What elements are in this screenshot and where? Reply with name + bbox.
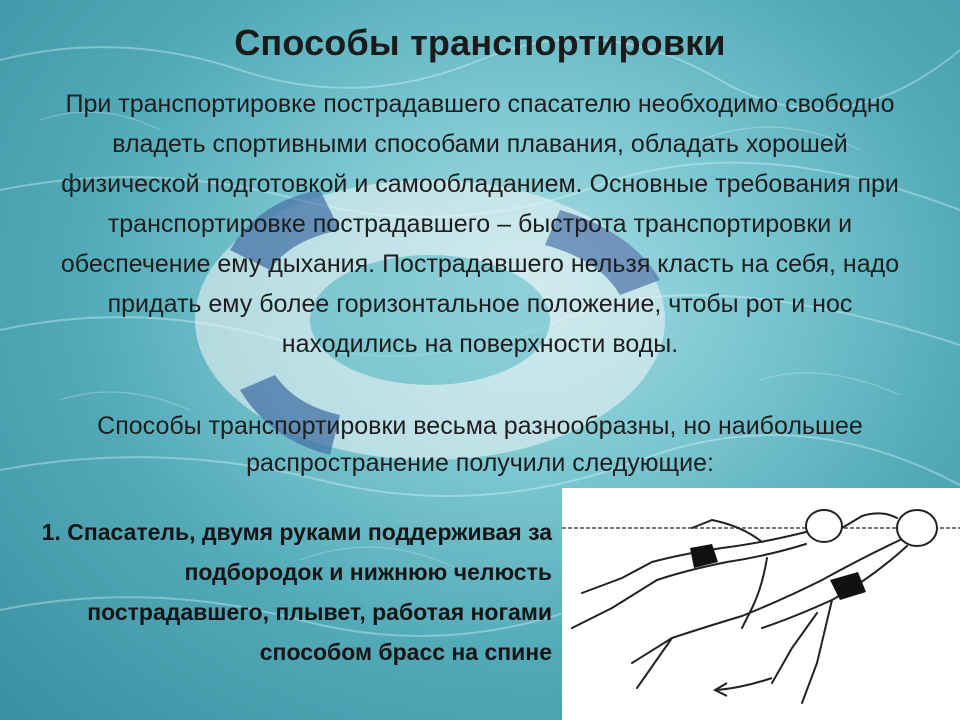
slide-title: Способы транспортировки — [234, 22, 726, 63]
rescue-illustration — [562, 488, 960, 720]
direction-arrow-icon — [715, 678, 772, 696]
intro-paragraph: При транспортировке пострадавшего спасателю необходимо свободно владеть спортивными способами плавания, обладать хорошей физической подготовкой и самообладанием. Основные требования при транспортировке пострадавшего – быстрота транспортировки и обеспечение ему дыхания. Пострадавшего нельзя класть на себя, надо придать ему более горизонтальное положение, чтобы рот и нос находились на поверхности воды. — [60, 90, 900, 358]
methods-paragraph: Способы транспортировки весьма разнообразны, но наибольшее распространение получили следующие: — [97, 412, 863, 477]
method-1-caption: 1. Спасатель, двумя руками поддерживая за подбородок и нижнюю челюсть пострадавшего, плывет, работая ногами способом брасс на спине — [41, 519, 552, 665]
rescuer-towing-swimmer-icon — [562, 488, 960, 720]
